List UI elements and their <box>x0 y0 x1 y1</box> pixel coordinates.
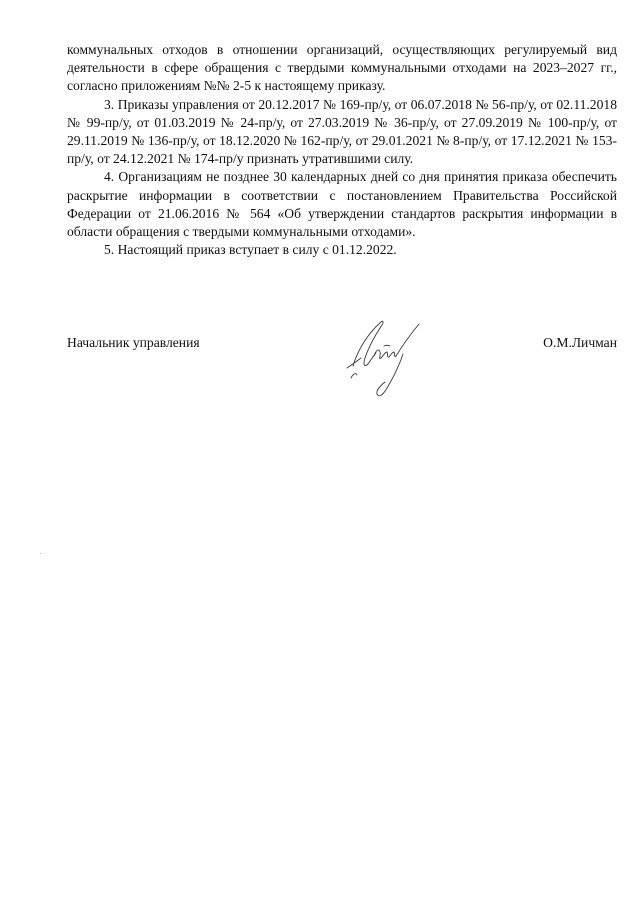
signer-position: Начальник управления <box>67 335 200 350</box>
document-body <box>67 41 617 259</box>
paragraph-continuation: коммунальных отходов в отношении организаций, осуществляющих регулируемый вид деятельности в сфере обращения с твердыми коммунальными отходами на 2023–2027 гг., согласно приложениям №№ 2-5 к настоящему приказу. <box>67 42 617 94</box>
handwritten-signature <box>343 316 423 400</box>
paragraph-item-4: 4. Организациям не позднее 30 календарных дней со дня принятия приказа обеспечить раскрытие информации в соответствии с постановлением Правительства Российской Федерации от 21.06.2016 № 564 «Об утверждении стандартов раскрытия информации в области обращения с твердыми коммунальными отходами». <box>67 169 617 240</box>
paragraph-item-5: 5. Настоящий приказ вступает в силу с 01.12.2022. <box>104 242 397 258</box>
scan-speck <box>40 553 41 554</box>
paragraph-item-3: 3. Приказы управления от 20.12.2017 № 169-пр/у, от 06.07.2018 № 56-пр/у, от 02.11.2018 № 99-пр/у, от 01.03.2019 № 24-пр/у, от 27.03.2019 № 36-пр/у, от 27.09.2019 № 100-пр/у, от 29.11.2019 № 136-пр/у, от 18.12.2020 № 162-пр/у, от 29.01.2021 № 8-пр/у, от 17.12.2021 № 153-пр/у, от 24.12.2021 № 174-пр/у признать утратившими силу. <box>67 96 617 167</box>
signature-block <box>67 334 617 354</box>
signer-name: О.М.Личман <box>543 335 617 350</box>
